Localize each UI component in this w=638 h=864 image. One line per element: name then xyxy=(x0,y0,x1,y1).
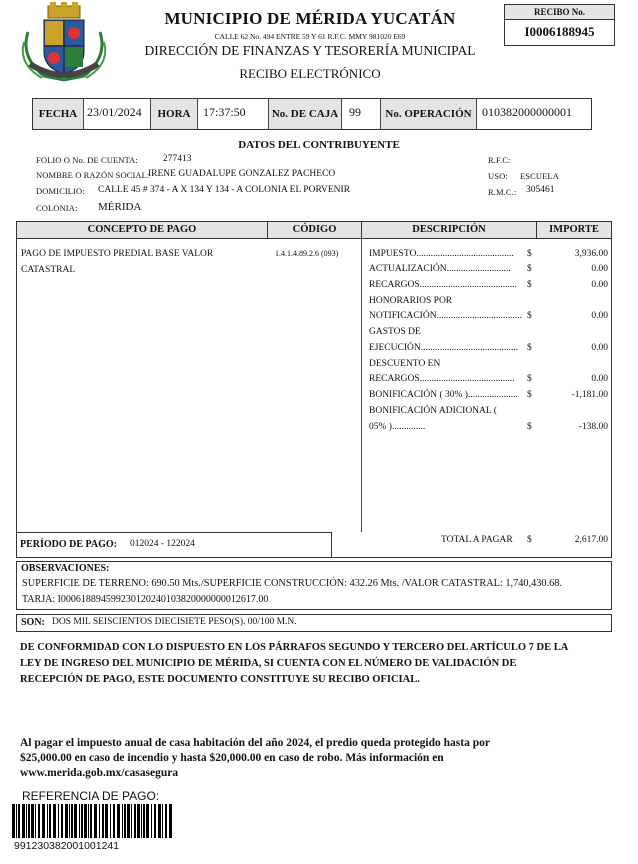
barcode-bar xyxy=(28,804,30,838)
barcode-bar xyxy=(158,804,161,838)
concept-code: 1.4.1.4.89.2.6 (093) xyxy=(275,249,339,258)
rfc-label: R.F.C: xyxy=(488,155,511,165)
barcode-bar xyxy=(131,804,132,838)
municipality-address: CALLE 62 No. 494 ENTRE 59 Y 61 R.F.C. MMY 981020 E69 xyxy=(214,32,406,41)
currency-symbol: $ xyxy=(527,280,532,290)
municipality-title: MUNICIPIO DE MÉRIDA YUCATÁN xyxy=(164,9,456,28)
payment-barcode xyxy=(12,804,172,838)
operacion-label: No. OPERACIÓN xyxy=(381,99,476,129)
hora-label: HORA xyxy=(151,99,197,129)
uso-label: USO: xyxy=(488,171,508,181)
colonia-value: MÉRIDA xyxy=(98,201,142,213)
receipt-number-label: RECIBO No. xyxy=(505,5,614,20)
barcode-bar xyxy=(141,804,142,838)
header-codigo: CÓDIGO xyxy=(267,221,362,239)
barcode-bar xyxy=(12,804,15,838)
currency-symbol: $ xyxy=(527,264,532,274)
notice-line-1: Al pagar el impuesto anual de casa habitación del año 2024, el predio queda protegido hasta por xyxy=(20,737,490,749)
barcode-bar xyxy=(117,804,120,838)
currency-symbol: $ xyxy=(527,390,532,400)
barcode-bar xyxy=(53,804,56,838)
desc-bonificacion: BONIFICACIÓN ( 30% )..................... xyxy=(369,390,518,400)
legal-line-3: RECEPCIÓN DE PAGO, ESTE DOCUMENTO CONSTITUYE SU RECIBO OFICIAL. xyxy=(20,674,420,685)
period-value: 012024 - 122024 xyxy=(130,539,195,549)
barcode-bar xyxy=(69,804,70,838)
desc-gastos-top: GASTOS DE xyxy=(369,327,421,337)
barcode-bar xyxy=(127,804,130,838)
desc-bonificacion-adicional-top: BONIFICACIÓN ADICIONAL ( xyxy=(369,406,497,416)
hora-value: 17:37:50 xyxy=(203,105,246,119)
barcode-bar xyxy=(94,804,97,838)
observations-line-1: SUPERFICIE DE TERRENO: 690.50 Mts./SUPERFICIE CONSTRUCCIÓN: 432.26 Mts. /VALOR CATASTRAL: 1,740,430.68. xyxy=(22,578,563,589)
barcode-bar xyxy=(18,804,20,838)
barcode-bar xyxy=(99,804,100,838)
legal-line-1: DE CONFORMIDAD CON LO DISPUESTO EN LOS PÁRRAFOS SEGUNDO Y TERCERO DEL ARTÍCULO 7 DE LA xyxy=(20,642,569,653)
barcode-bar xyxy=(58,804,59,838)
barcode-bar xyxy=(110,804,111,838)
desc-honorarios-top: HONORARIOS POR xyxy=(369,296,453,306)
address-label: DOMICILIO: xyxy=(36,186,85,196)
fecha-label: FECHA xyxy=(33,99,83,129)
barcode-bar xyxy=(31,804,34,838)
caja-value: 99 xyxy=(349,105,361,119)
legal-line-2: LEY DE INGRESO DEL MUNICIPIO DE MÉRIDA, SI CUENTA CON EL NÚMERO DE VALIDACIÓN DE xyxy=(20,658,517,669)
total-amount: 2,617.00 xyxy=(574,535,608,545)
barcode-bar xyxy=(61,804,63,838)
barcode-bar xyxy=(124,804,126,838)
barcode-bar xyxy=(105,804,108,838)
barcode-bar xyxy=(162,804,163,838)
concept-line-2: CATASTRAL xyxy=(21,265,76,275)
desc-gastos: EJECUCIÓN......................................... xyxy=(369,343,519,353)
payment-table xyxy=(16,221,612,558)
reference-code: 99123038200100124​1 xyxy=(14,840,120,852)
barcode-bar xyxy=(22,804,25,838)
amount-gastos: 0.00 xyxy=(591,343,608,353)
name-value: IRENE GUADALUPE GONZALEZ PACHECO xyxy=(148,169,336,179)
barcode-bar xyxy=(169,804,172,838)
barcode-bar xyxy=(151,804,152,838)
reference-label: REFERENCIA DE PAGO: xyxy=(22,789,160,803)
barcode-bar xyxy=(134,804,136,838)
amount-impuesto: 3,936.00 xyxy=(574,249,608,259)
municipal-crest xyxy=(14,2,114,82)
barcode-bar xyxy=(74,804,77,838)
barcode-bar xyxy=(122,804,123,838)
desc-actualizacion: ACTUALIZACIÓN........................... xyxy=(369,264,511,274)
receipt-number: I0006188945 xyxy=(524,24,595,39)
address-value: CALLE 45 # 374 - A X 134 Y 134 - A COLONIA EL PORVENIR xyxy=(98,185,351,195)
barcode-bar xyxy=(143,804,145,838)
fecha-value: 23/01/2024 xyxy=(87,105,142,119)
currency-symbol: $ xyxy=(527,311,532,321)
observations-label: OBSERVACIONES: xyxy=(21,563,110,574)
barcode-bar xyxy=(35,804,36,838)
son-text: DOS MIL SEISCIENTOS DIECISIETE PESO(S). 00/100 M.N. xyxy=(52,617,297,627)
header-concepto: CONCEPTO DE PAGO xyxy=(16,221,268,239)
currency-symbol: $ xyxy=(527,249,532,259)
department-name: DIRECCIÓN DE FINANZAS Y TESORERÍA MUNICIPAL xyxy=(144,43,476,58)
name-label: NOMBRE O RAZÓN SOCIAL: xyxy=(36,170,150,180)
notice-line-2: $25,000.00 en caso de incendio y hasta $20,000.00 en caso de robo. Más información en xyxy=(20,752,444,764)
amount-recargos: 0.00 xyxy=(591,280,608,290)
barcode-bar xyxy=(71,804,73,838)
document-type: RECIBO ELECTRÓNICO xyxy=(239,66,381,81)
barcode-bar xyxy=(102,804,104,838)
barcode-bar xyxy=(81,804,83,838)
operacion-value: 010382000000001 xyxy=(482,105,572,119)
barcode-bar xyxy=(16,804,17,838)
uso-value: ESCUELA xyxy=(520,171,559,181)
desc-recargos: RECARGOS......................................... xyxy=(369,280,518,290)
son-label: SON: xyxy=(21,617,45,628)
barcode-bar xyxy=(42,804,45,838)
barcode-bar xyxy=(65,804,68,838)
barcode-bar xyxy=(49,804,51,838)
barcode-bar xyxy=(84,804,87,838)
rmc-label: R.M.C.: xyxy=(488,187,517,197)
rmc-value: 305461 xyxy=(526,185,555,195)
barcode-bar xyxy=(165,804,167,838)
barcode-bar xyxy=(88,804,89,838)
observations-line-2: TARJA: I000618894599230120240103820000000012617.00 xyxy=(22,594,269,605)
currency-symbol: $ xyxy=(527,422,532,432)
concept-line-1: PAGO DE IMPUESTO PREDIAL BASE VALOR xyxy=(21,249,214,259)
desc-honorarios: NOTIFICACIÓN.................................... xyxy=(369,311,523,321)
contributor-section-title: DATOS DEL CONTRIBUYENTE xyxy=(238,139,400,151)
colonia-label: COLONIA: xyxy=(36,203,78,213)
desc-descuento: RECARGOS........................................ xyxy=(369,374,515,384)
amount-actualizacion: 0.00 xyxy=(591,264,608,274)
desc-impuesto: IMPUESTO......................................... xyxy=(369,249,514,259)
barcode-bar xyxy=(26,804,27,838)
barcode-bar xyxy=(113,804,115,838)
receipt-number-box xyxy=(504,4,615,46)
desc-descuento-top: DESCUENTO EN xyxy=(369,359,441,369)
total-label: TOTAL A PAGAR xyxy=(441,535,513,545)
notice-line-3: www.merida.gob.mx/casasegura xyxy=(20,767,179,779)
folio-label: FOLIO O No. DE CUENTA: xyxy=(36,155,138,165)
currency-symbol: $ xyxy=(527,374,532,384)
period-label: PERÍODO DE PAGO: xyxy=(20,539,118,550)
caja-label: No. DE CAJA xyxy=(269,99,341,129)
barcode-bar xyxy=(47,804,48,838)
barcode-bar xyxy=(154,804,156,838)
folio-value: 277413 xyxy=(163,154,192,164)
barcode-bar xyxy=(90,804,92,838)
amount-bonificacion-adicional: -138.00 xyxy=(578,422,608,432)
header-importe: IMPORTE xyxy=(536,221,612,239)
desc-bonificacion-adicional: 05% ).............. xyxy=(369,422,426,432)
currency-symbol: $ xyxy=(527,535,532,545)
amount-bonificacion: -1,181.00 xyxy=(571,390,608,400)
barcode-bar xyxy=(146,804,149,838)
header-descripcion: DESCRIPCIÓN xyxy=(361,221,537,239)
currency-symbol: $ xyxy=(527,343,532,353)
amount-honorarios: 0.00 xyxy=(591,311,608,321)
barcode-bar xyxy=(79,804,80,838)
amount-descuento: 0.00 xyxy=(591,374,608,384)
barcode-bar xyxy=(38,804,40,838)
barcode-bar xyxy=(137,804,140,838)
